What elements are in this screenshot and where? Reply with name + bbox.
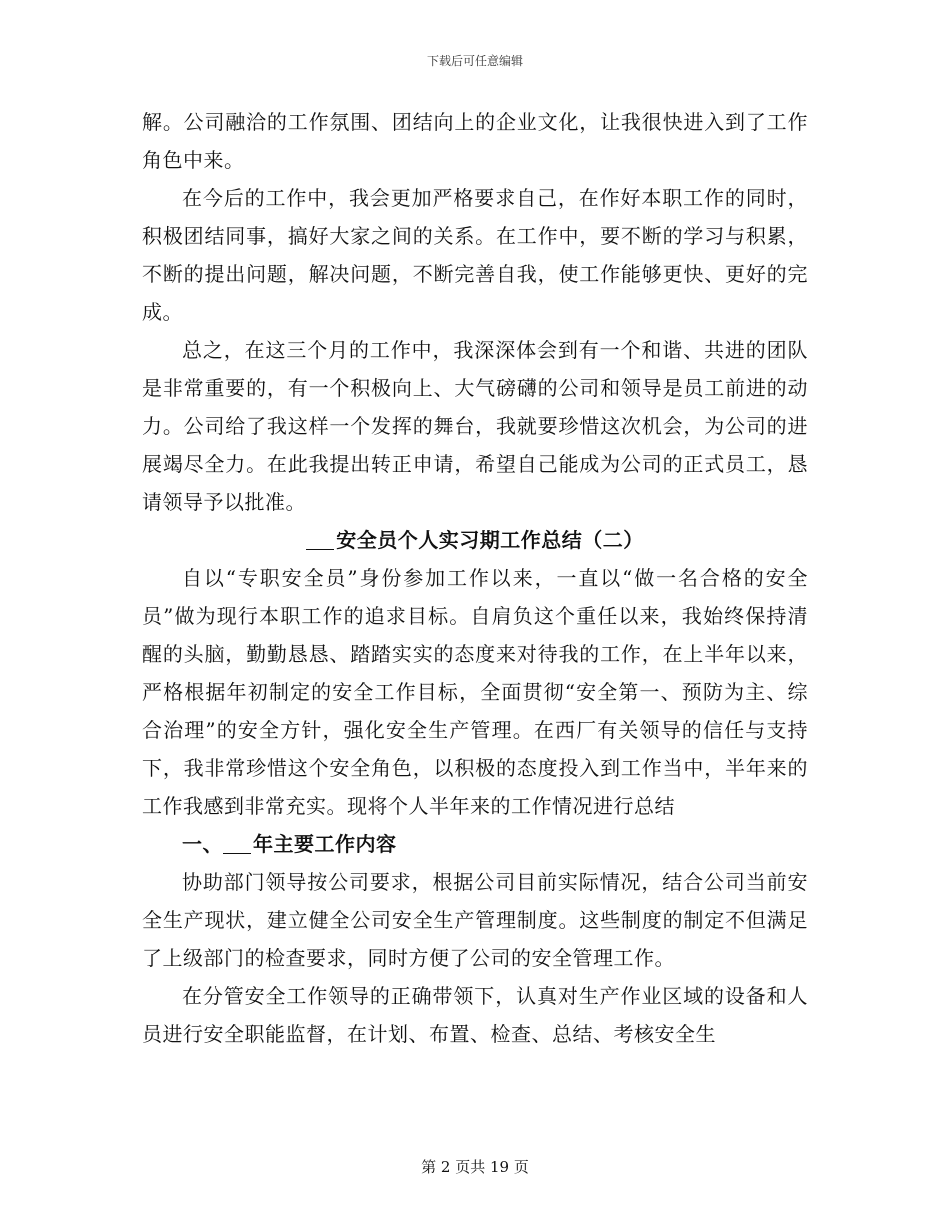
section-title: [142, 521, 808, 559]
subsection-prefix: 一、: [182, 832, 223, 856]
section-title-text: 安全员个人实习期工作总结（二）: [336, 528, 644, 552]
page-header: 下载后可任意编辑: [426, 54, 523, 68]
paragraph-1: 解。公司融洽的工作氛围、团结向上的企业文化，让我很快进入到了工作角色中来。: [142, 110, 808, 172]
subsection-heading-text: 年主要工作内容: [253, 832, 397, 856]
blank-underline: [306, 529, 334, 550]
page-footer: 第 2 页共 19 页: [421, 1158, 529, 1176]
document-body: [142, 103, 808, 1053]
paragraph-4: 自以“专职安全员”身份参加工作以来，一直以“做一名合格的安全员”做为现行本职工作的追求目标。自肩负这个重任以来，我始终保持清醒的头脑，勤勤恳恳、踏踏实实的态度来对待我的工作，在上半年以来，严格根据年初制定的安全工作目标，全面贯彻“安全第一、预防为主、综合治理”的安全方针，强化安全生产管理。在西厂有关领导的信任与支持下，我非常珍惜这个安全角色，以积极的态度投入到工作当中，半年来的工作我感到非常充实。现将个人半年来的工作情况进行总结: [142, 566, 808, 818]
paragraph-2: 在今后的工作中，我会更加严格要求自己，在作好本职工作的同时，积极团结同事，搞好大家之间的关系。在工作中，要不断的学习与积累，不断的提出问题，解决问题，不断完善自我，使工作能够更快、更好的完成。: [142, 186, 808, 324]
paragraph-6: 在分管安全工作领导的正确带领下，认真对生产作业区域的设备和人员进行安全职能监督，在计划、布置、检查、总结、考核安全生: [142, 984, 808, 1046]
subsection-heading: [142, 825, 808, 863]
blank-underline: [223, 833, 251, 854]
paragraph-3: 总之，在这三个月的工作中，我深深体会到有一个和谐、共进的团队是非常重要的，有一个积极向上、大气磅礴的公司和领导是员工前进的动力。公司给了我这样一个发挥的舞台，我就要珍惜这次机会，为公司的进展竭尽全力。在此我提出转正申请，希望自己能成为公司的正式员工，恳请领导予以批准。: [142, 338, 808, 514]
paragraph-5: 协助部门领导按公司要求，根据公司目前实际情况，结合公司当前安全生产现状，建立健全公司安全生产管理制度。这些制度的制定不但满足了上级部门的检查要求，同时方便了公司的安全管理工作。: [142, 870, 808, 970]
